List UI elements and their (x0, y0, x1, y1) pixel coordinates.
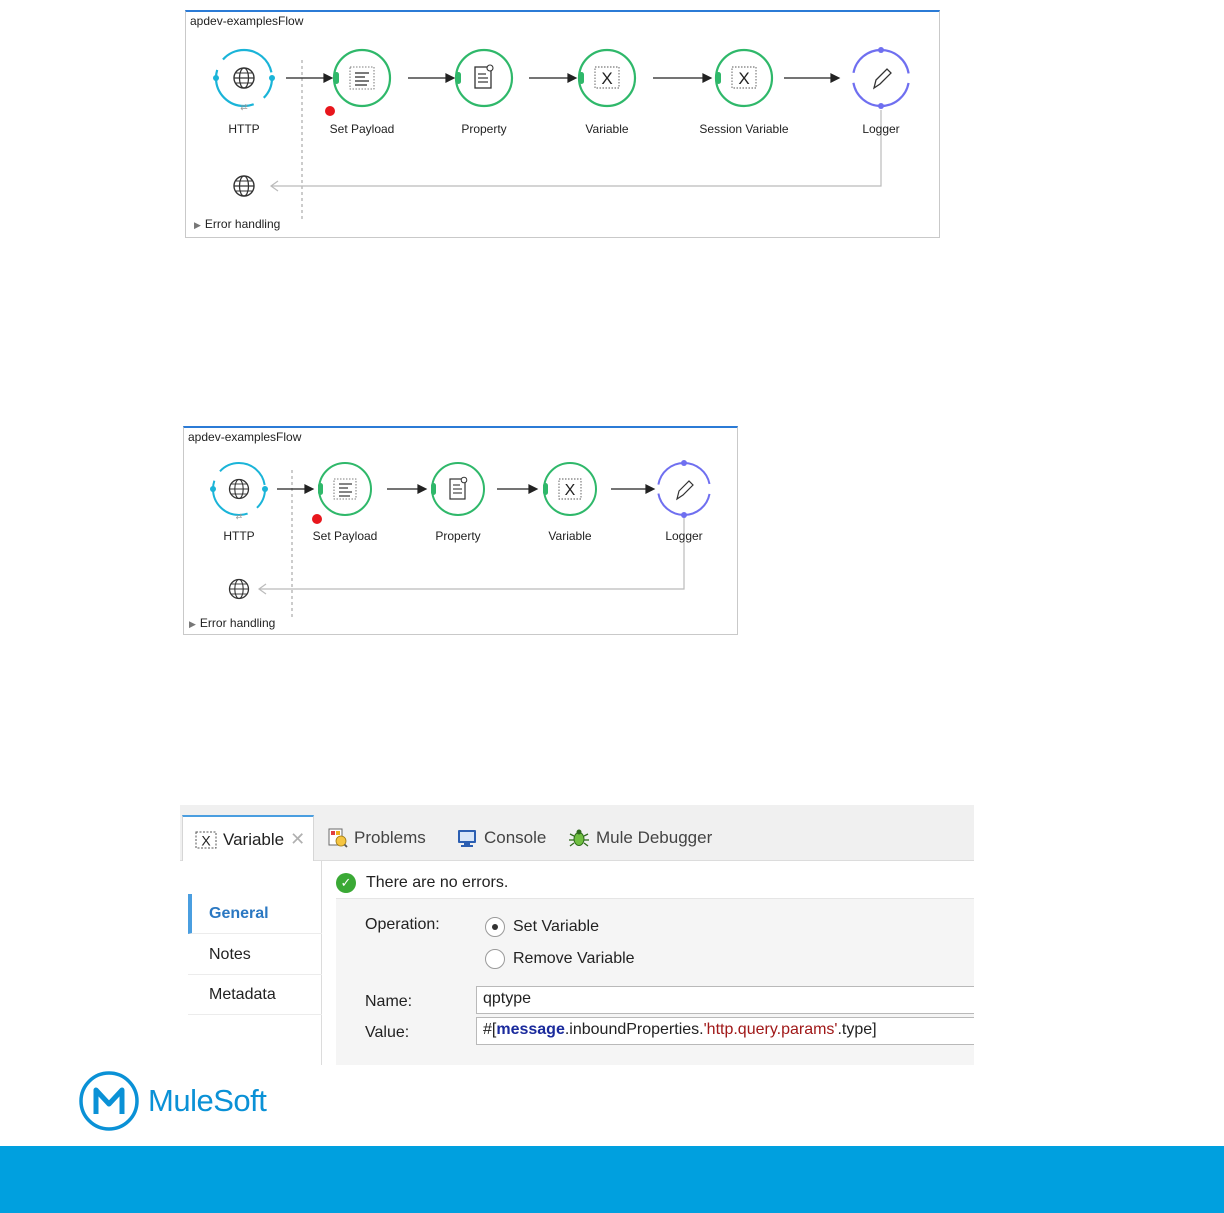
flow-canvas-bottom (183, 426, 738, 635)
set-payload-icon[interactable] (334, 50, 390, 106)
node-label-session-variable: Session Variable (699, 122, 789, 136)
tab-problems[interactable] (328, 815, 426, 861)
radio-unchecked-icon (485, 949, 505, 969)
value-label: Value: (365, 1024, 410, 1041)
node-label-set-payload: Set Payload (312, 529, 378, 543)
node-label-logger: Logger (862, 122, 900, 136)
mulesoft-logo (78, 1070, 266, 1132)
variable-tab-icon (195, 831, 217, 849)
general-form (336, 898, 974, 1065)
node-label-property: Property (435, 529, 481, 543)
node-label-logger: Logger (665, 529, 703, 543)
svg-text:⇄: ⇄ (235, 512, 243, 521)
tab-problems-label: Problems (354, 828, 426, 847)
validation-status (336, 873, 508, 893)
status-text: There are no errors. (366, 874, 509, 891)
logger-icon[interactable] (658, 460, 710, 518)
property-icon[interactable] (456, 50, 512, 106)
svg-text:X: X (738, 69, 750, 88)
node-label-http: HTTP (228, 122, 260, 136)
flow-title: apdev-examplesFlow (190, 14, 304, 28)
sidebar-item-general[interactable]: General (188, 894, 322, 934)
tab-variable[interactable] (182, 815, 314, 862)
error-handling-label: Error handling (204, 217, 281, 231)
radio-remove-variable[interactable] (485, 949, 635, 969)
bug-icon (568, 828, 590, 848)
value-expression-input[interactable]: #[message.inboundProperties.'http.query.params'.type] (476, 1017, 974, 1045)
sidebar-item-notes[interactable]: Notes (188, 935, 322, 975)
tab-console-label: Console (484, 828, 547, 847)
tab-mule-debugger-label: Mule Debugger (596, 828, 713, 847)
footer-bar (0, 1146, 1224, 1213)
svg-text:⇄: ⇄ (240, 103, 248, 113)
error-handling-label: Error handling (199, 616, 276, 630)
tab-console[interactable] (456, 815, 546, 861)
set-payload-icon[interactable] (318, 463, 371, 515)
node-label-http: HTTP (223, 529, 255, 543)
radio-remove-variable-label: Remove Variable (513, 950, 635, 967)
tab-variable-label: Variable (223, 829, 285, 849)
node-label-set-payload: Set Payload (329, 122, 395, 136)
tab-mule-debugger[interactable] (568, 815, 712, 861)
property-icon[interactable] (431, 463, 484, 515)
svg-text:X: X (201, 832, 211, 848)
sidebar (180, 861, 322, 1065)
node-label-property: Property (461, 122, 507, 136)
node-label-variable: Variable (585, 122, 629, 136)
operation-label: Operation: (365, 916, 440, 933)
error-handling-toggle[interactable] (194, 217, 280, 231)
http-listener-icon[interactable] (210, 463, 268, 521)
flow-canvas-top (185, 10, 940, 238)
close-icon[interactable]: ✕ (290, 829, 306, 849)
error-handling-toggle[interactable] (189, 616, 275, 630)
name-input[interactable]: qptype (476, 986, 974, 1014)
brand-name: MuleSoft (148, 1083, 267, 1118)
http-listener-icon[interactable] (213, 50, 275, 113)
logger-icon[interactable] (853, 47, 909, 109)
radio-set-variable-label: Set Variable (513, 918, 599, 935)
console-icon (456, 828, 478, 848)
problems-icon (328, 828, 348, 848)
flow-title: apdev-examplesFlow (188, 430, 302, 444)
breakpoint-icon[interactable] (325, 106, 335, 116)
check-icon: ✓ (336, 873, 356, 893)
mulesoft-logo-icon (78, 1070, 140, 1132)
http-response-icon (234, 176, 254, 196)
svg-text:X: X (601, 69, 613, 88)
name-label: Name: (365, 993, 413, 1010)
radio-set-variable[interactable] (485, 917, 599, 937)
expand-triangle-icon: ▶ (194, 220, 201, 230)
tab-bar (180, 805, 974, 861)
session-variable-icon[interactable] (716, 50, 772, 106)
http-response-icon (230, 580, 249, 599)
sidebar-item-metadata[interactable]: Metadata (188, 975, 322, 1015)
variable-icon[interactable] (543, 463, 596, 515)
expand-triangle-icon: ▶ (189, 619, 196, 629)
variable-icon[interactable] (579, 50, 635, 106)
radio-checked-icon (485, 917, 505, 937)
breakpoint-icon[interactable] (312, 514, 322, 524)
properties-panel (180, 805, 974, 1065)
node-label-variable: Variable (548, 529, 592, 543)
svg-text:X: X (564, 482, 576, 499)
